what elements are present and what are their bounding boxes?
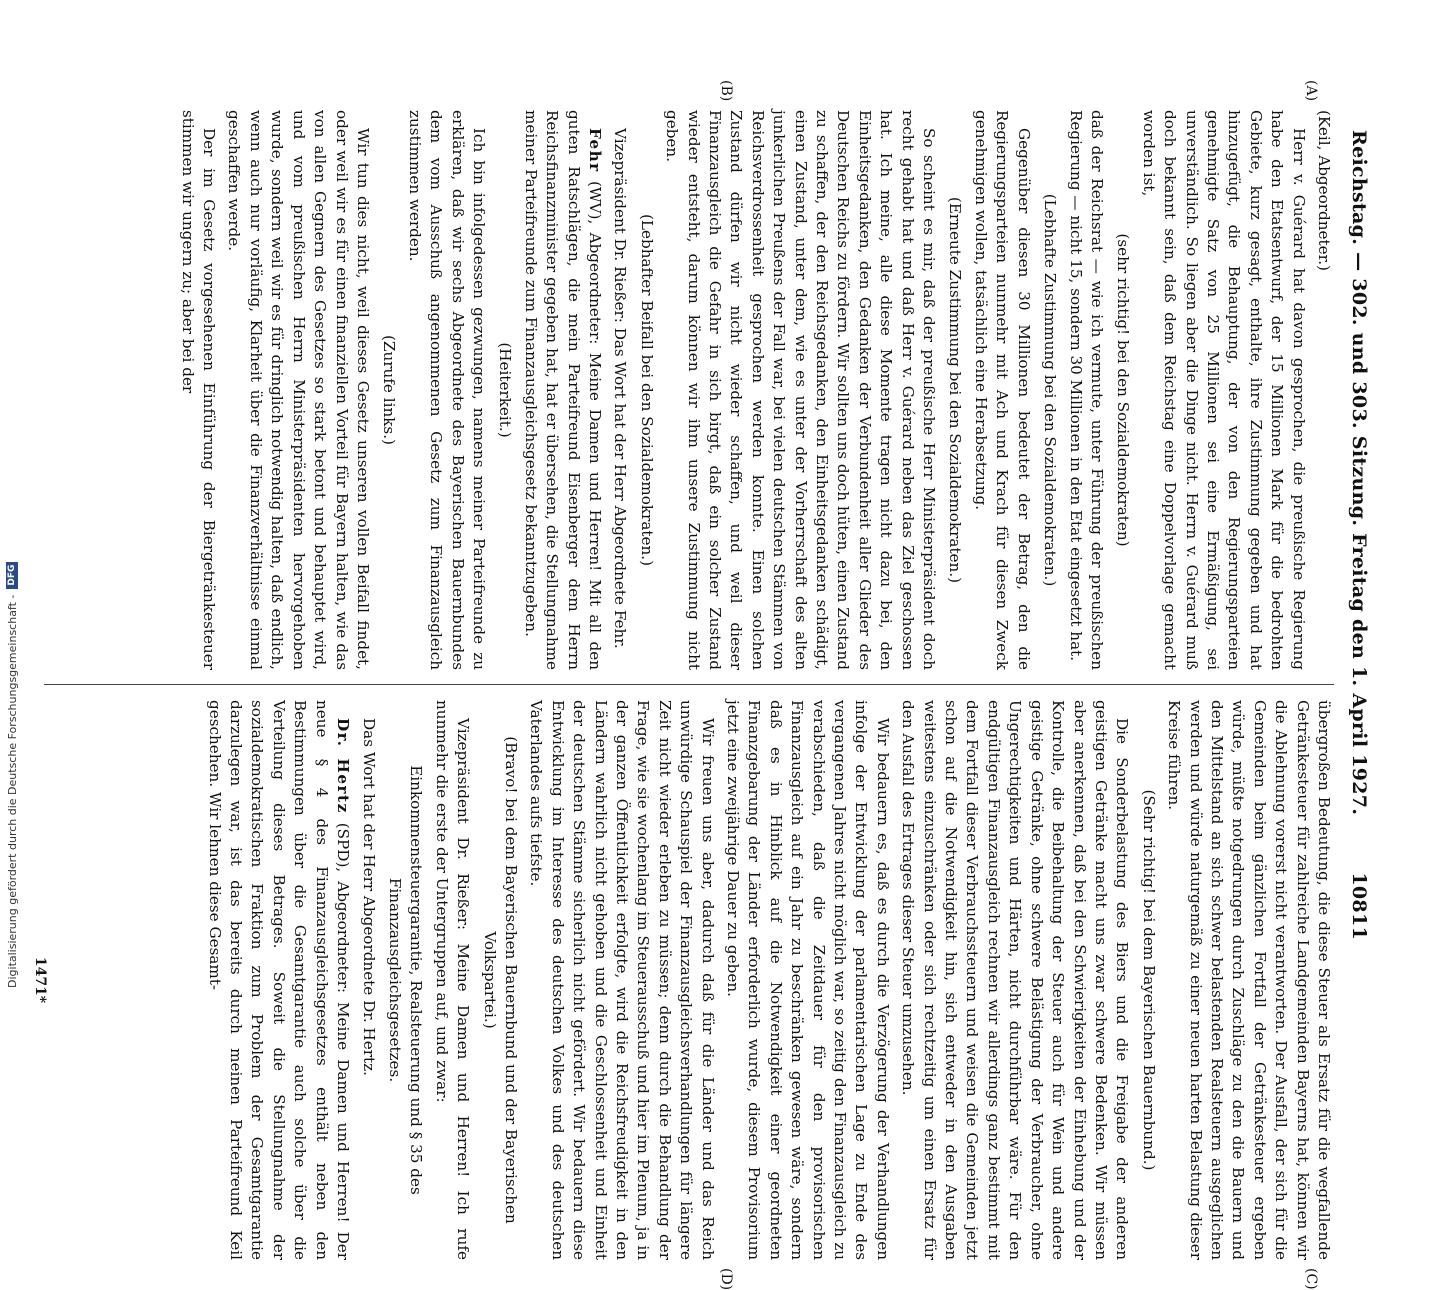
text-column-right xyxy=(199,700,1334,1260)
paragraph: Das Wort hat der Herr Abgeordnete Dr. Hertz. xyxy=(359,718,378,1076)
margin-mark-b: (B) xyxy=(718,80,734,102)
paragraph: Vizepräsident Dr. Rießer: Meine Damen und Herren! Ich rufe nunmehr die erste der Untergruppen auf, und zwar: xyxy=(432,700,473,1260)
margin-mark-a: (A) xyxy=(1303,80,1319,102)
interjection-line: (Lebhafter Beifall bei den Sozialdemokraten.) xyxy=(637,213,656,566)
paragraph: Die Sonderbelastung des Biers und die Freigabe der anderen geistigen Getränke macht uns zwar schwere Bedenken. Wir müssen aber anerkennen, daß bei den Schwierigkeiten der Einhebung und der Kontrolle, die Beibehaltung der Steuer auch für Wein und andere geistige Getränke, ohne schwere Belästigung der Verbraucher, ohne Ungerechtigkeiten und Härten, nicht durchführbar wäre. Für den endgültigen Finanzausgleich rechnen wir allerdings ganz bestimmt mit dem Fortfall dieser Verbrauchssteuern und weisen die Gemeinden jetzt schon auf die Notwendigkeit hin, sich entweder in den Ausgaben weitestens einzuschränken oder sich rechtzeitig um einen Ersatz für den Ausfall des Ertrages dieser Steuer umzusehen. xyxy=(899,700,1132,1260)
speaker-name: Fehr xyxy=(586,128,604,173)
speech-text: (SPD), Abgeordneter: Meine Damen und Herren! Der neue § 4 des Finanzausgleichsgesetzes enthält neben den Bestimmungen über die Gesamtgarantie auch solche über die Verteilung dieses Betrages. Soweit die Stellungnahme der sozialdemokratischen Fraktion zum Problem der Gesamtgarantie darzulegen war, ist das bereits durch meinen Parteifreund Keil geschehen. Wir lehnen diese Gesamt- xyxy=(205,700,353,1260)
interjection-line: (sehr richtig! bei den Sozialdemokraten) xyxy=(1114,233,1133,547)
page-number: 10811 xyxy=(1348,872,1370,940)
paragraph xyxy=(519,110,605,670)
column-divider xyxy=(44,684,1334,685)
interjection-line: (Erneute Zustimmung bei den Sozialdemokraten.) xyxy=(946,196,965,584)
page-header xyxy=(1344,130,1374,940)
paragraph: So scheint es mir, daß der preußische Herr Ministerpräsident doch recht gehabt hat und daß Herr v. Guérard neben das Ziel geschossen hat. Ich meine, alle diese Momente tragen nicht dazu bei, den Einheitsgedanken, den Gedanken der Verbundenheit aller Glieder des Deutschen Reichs zu fördern. Wir sollten uns doch hüten, einen Zustand zu schaffen, der den Reichsgedanken, den Einheitsgedanken schädigt, einen Zustand, unter dem, wie es unter der Vorherrschaft des alten junkerlichen Preußens der Fall war, bei vielen deutschen Stämmen von Reichsverdrossenheit gesprochen werden konnte. Einen solchen Zustand dürfen wir nicht wieder schaffen, und weil dieser Finanzausgleich die Gefahr in sich birgt, daß ein solcher Zustand wieder entsteht, darum können wir ihm unsere Zustimmung nicht geben. xyxy=(663,110,939,670)
paragraph: Wir bedauern es, daß es durch die Verzögerung der Verhandlungen infolge der Entwicklung der parlamentarischen Lage zu Ende des vergangenen Jahres nicht möglich war, so zeitig den Finanzausgleich zu verabschieden, daß die Zeitdauer für den provisorischen Finanzausgleich auf ein Jahr zu beschränken gewesen wäre, sondern daß es in Hinblick auf die Notwendigkeit einer geordneten Finanzgebarung der Länder erforderlich wurde, diesem Provisorium jetzt eine zweijährige Dauer zu geben. xyxy=(724,700,892,1260)
paragraph: Wir tun dies nicht, weil dieses Gesetz unseren vollen Beifall findet, oder weil wir es für einen finanziellen Vorteil für Bayern halten, wie das von allen Gegnern des Gesetzes so stark betont und behauptet wird, und vom preußischen Herrn Ministerpräsidenten hervorgehoben wurde, sondern weil wir es für dringlich notwendig halten, daß endlich, wenn auch nur vorläufig, Klarheit über die Finanzverhältnisse einmal geschaffen werde. xyxy=(225,110,372,670)
text-column-left xyxy=(172,110,1334,670)
paragraph: Vizepräsident Dr. Rießer: Das Wort hat der Herr Abgeordnete Fehr. xyxy=(611,128,630,649)
page-signature: 1471* xyxy=(32,956,48,1004)
speaker-name: Dr. Hertz xyxy=(334,718,353,814)
interjection-line: (Bravo! bei dem Bayerischen Bauernbund und der Bayerischen Volkspartei.) xyxy=(480,736,520,1224)
paragraph: Wir freuen uns aber, dadurch daß für die Länder und das Reich unwürdige Schauspiel der Finanzausgleichsverhandlungen für längere Zeit nicht wieder erleben zu müssen; denn durch die Behandlung der Frage, wie sie wochenlang im Steuerausschuß und hier im Plenum, ja in der ganzen Öffentlichkeit erfolgte, wird die Reichsfreudigkeit in den Ländern wahrlich nicht gehoben und die Geschlossenheit und Einheit der deutschen Stämme sicherlich nicht gefördert. Wir bedauern diese Entwicklung im Interesse des deutschen Volkes und des deutschen Vaterlandes aufs tiefste. xyxy=(527,700,717,1260)
paragraph: Der im Gesetz vorgesehenen Einführung der Biergetränkesteuer stimmen wir ungern zu; aber bei der xyxy=(178,110,219,670)
dfg-logo-icon: DFG xyxy=(6,562,18,589)
interjection-line: (Lebhafte Zustimmung bei den Sozialdemokraten.) xyxy=(1041,193,1060,587)
interjection-line: (Zurufe links.) xyxy=(380,335,399,445)
paragraph xyxy=(203,700,353,1260)
interjection-line: Einkommensteuergarantie, Realsteuerung und § 35 des Finanzausgleichsgesetzes. xyxy=(385,765,426,1195)
paragraph: Herr v. Guérard hat davon gesprochen, die preußische Regierung habe den Etatsentwurf, der 15 Millionen Mark für die bedrohten Gebiete, kurz gesagt, enthalte, ihre Zustimmung gegeben und hat hinzugefügt, die Behauptung, der von den Regierungsparteien genehmigte Satz von 25 Millionen sei eine Ermäßigung, sei unverständlich. So liegen aber die Dinge nicht. Herrn v. Guérard muß doch bekannt sein, daß dem Reichstag eine Doppelvorlage gemacht worden ist, xyxy=(1139,110,1308,670)
speech-text: (WV), Abgeordneter: Meine Damen und Herren! Mit all den guten Ratschlägen, die mein Parteifreund Eisenberger dem Herrn Reichsfinanzminister gegeben hat, hat er übersehen, die Stellungnahme meiner Parteifreunde zum Finanzausgleichsgesetz bekanntzugeben. xyxy=(521,110,604,670)
paragraph: Gegenüber diesen 30 Millionen bedeutet der Betrag, den die Regierungsparteien nunmehr mit Ach und Krach für diesen Zweck genehmigen wollen, tatsächlich eine Herabsetzung. xyxy=(971,110,1033,670)
interjection-line: (Heiterkeit.) xyxy=(496,342,515,438)
paragraph: übergroßen Bedeutung, die diese Steuer als Ersatz für die wegfallende Getränkesteuer für zahlreiche Landgemeinden Bayerns hat, können wir die Ablehnung vorerst nicht verantworten. Der Ausfall, der sich für die Gemeinden beim gänzlichen Fortfall der Getränkesteuer ergeben würde, müßte notgedrungen durch Zuschläge zu den die Bauern und den Mittelstand an sich schwer belastenden Realsteuern ausgeglichen werden und würde naturgemäß zu einer neuen harten Belastung dieser Kreise führen. xyxy=(1165,700,1333,1260)
paragraph: daß der Reichsrat — wie ich vermute, unter Führung der preußischen Regierung — nicht 15, sondern 30 Millionen in den Etat eingesetzt hat. xyxy=(1066,110,1106,670)
margin-mark-d: (D) xyxy=(718,1268,734,1290)
paragraph: Ich bin infolgedessen gezwungen, namens meiner Parteifreunde zu erklären, daß wir sechs Abgeordnete des Bayerischen Bauernbundes dem vom Ausschuß angenommenen Gesetz zum Finanzausgleich zustimmen werden. xyxy=(405,110,488,670)
watermark-text: Digitalisierung gefördert durch die Deutsche Forschungsgemeinschaft - xyxy=(5,594,19,988)
header-title: Reichstag. — 302. und 303. Sitzung. Freitag den 1. April 1927. xyxy=(1348,130,1370,816)
watermark-bar xyxy=(0,0,24,1000)
margin-mark-c: (C) xyxy=(1303,1268,1319,1290)
interjection-line: (Sehr richtig! bei dem Bayerischen Bauernbund.) xyxy=(1139,789,1158,1171)
paragraph: (Keil, Abgeordneter.) xyxy=(1315,110,1333,271)
